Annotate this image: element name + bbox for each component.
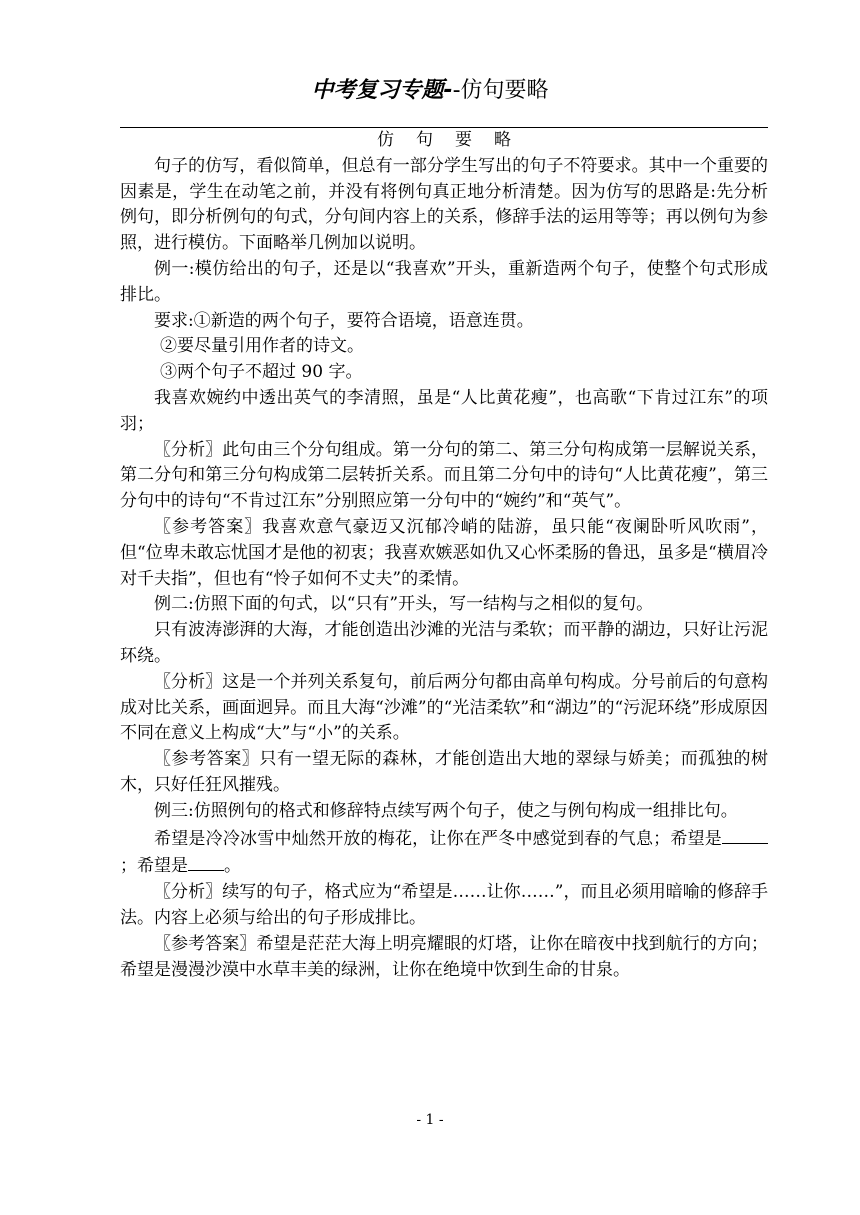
example-two-sentence: 只有波涛澎湃的大海，才能创造出沙滩的光洁与柔软；而平静的湖边，只好让污泥环绕。 (120, 620, 768, 666)
requirement-3: ③两个句子不超过 90 字。 (160, 362, 363, 383)
example-two-answer: 〖参考答案〗只有一望无际的森林，才能创造出大地的翠绿与娇美；而孤独的树木，只好任狂风摧残。 (120, 749, 768, 795)
header-title-normal: -仿句要略 (452, 78, 549, 103)
example-one-sentence: 我喜欢婉约中透出英气的李清照，虽是“人比黄花瘦”，也高歌“下肯过江东”的项羽； (120, 387, 768, 434)
example-two-analysis: 〖分析〗这是一个并列关系复句，前后两分句都由高单句构成。分号前后的句意构成对比关系，画面迥异。而且大海“沙滩”的“光洁柔软”和“湖边”的“污泥环绕”形成原因不同在意义上构成“大”与“小”的关系。 (120, 671, 768, 744)
document-title: 仿句要略 (377, 130, 533, 150)
hope-sentence-part1: 希望是冷冷冰雪中灿然开放的梅花，让你在严冬中感觉到春的气息；希望是 (154, 828, 722, 849)
example-one-analysis: 〖分析〗此句由三个分句组成。第一分句的第二、第三分句构成第一层解说关系，第二分句和第三分句构成第二层转折关系。而且第二分句中的诗句“人比黄花瘦”，第三分句中的诗句“不肯过江东”分别照应第一分句中的“婉约”和“英气”。 (120, 439, 768, 512)
intro-paragraph: 句子的仿写，看似简单，但总有一部分学生写出的句子不符要求。其中一个重要的因素是，学生在动笔之前，并没有将例句真正地分析清楚。因为仿写的思路是:先分析例句，即分析例句的句式，分句间内容上的关系，修辞手法的运用等等；再以例句为参照，进行模仿。下面略举几例加以说明。 (120, 155, 768, 254)
example-one-answer: 〖参考答案〗我喜欢意气豪迈又沉郁冷峭的陆游，虽只能“夜阑卧听风吹雨”，但“位卑未敢忘忧国才是他的初衷；我喜欢嫉恶如仇又心怀柔肠的鲁迅，虽多是“横眉冷对千夫指”，但也有“怜子如何不丈夫”的柔情。 (120, 516, 768, 589)
document-body (120, 128, 768, 983)
example-three-answer: 〖参考答案〗希望是茫茫大海上明亮耀眼的灯塔，让你在暗夜中找到航行的方向；希望是漫漫沙漠中水草丰美的绿洲，让你在绝境中饮到生命的甘泉。 (120, 933, 768, 980)
header-title (0, 76, 860, 106)
requirement-1: 要求:①新造的两个句子，要符合语境，语意连贯。 (154, 310, 534, 331)
answer-blank-1 (722, 825, 768, 844)
header-title-bold: 中考复习专题- (311, 78, 453, 103)
example-two-prompt: 例二:仿照下面的句式，以“只有”开头，写一结构与之相似的复句。 (154, 594, 654, 615)
answer-blank-2 (188, 852, 224, 871)
example-three-analysis: 〖分析〗续写的句子，格式应为“希望是……让你……”，而且必须用暗喻的修辞手法。内容上必须与给出的句子形成排比。 (120, 882, 768, 928)
example-one-prompt: 例一:模仿给出的句子，还是以“我喜欢”开头，重新造两个句子，使整个句式形成排比。 (120, 258, 768, 305)
requirement-2: ②要尽量引用作者的诗文。 (160, 336, 364, 357)
example-three-sentence (120, 825, 768, 881)
page-number: - 1 - (416, 1112, 444, 1128)
hope-sentence-part2: ；希望是 (120, 856, 188, 877)
hope-sentence-part3: 。 (224, 856, 241, 877)
example-three-prompt: 例三:仿照例句的格式和修辞特点续写两个句子，使之与例句构成一组排比句。 (154, 800, 738, 821)
